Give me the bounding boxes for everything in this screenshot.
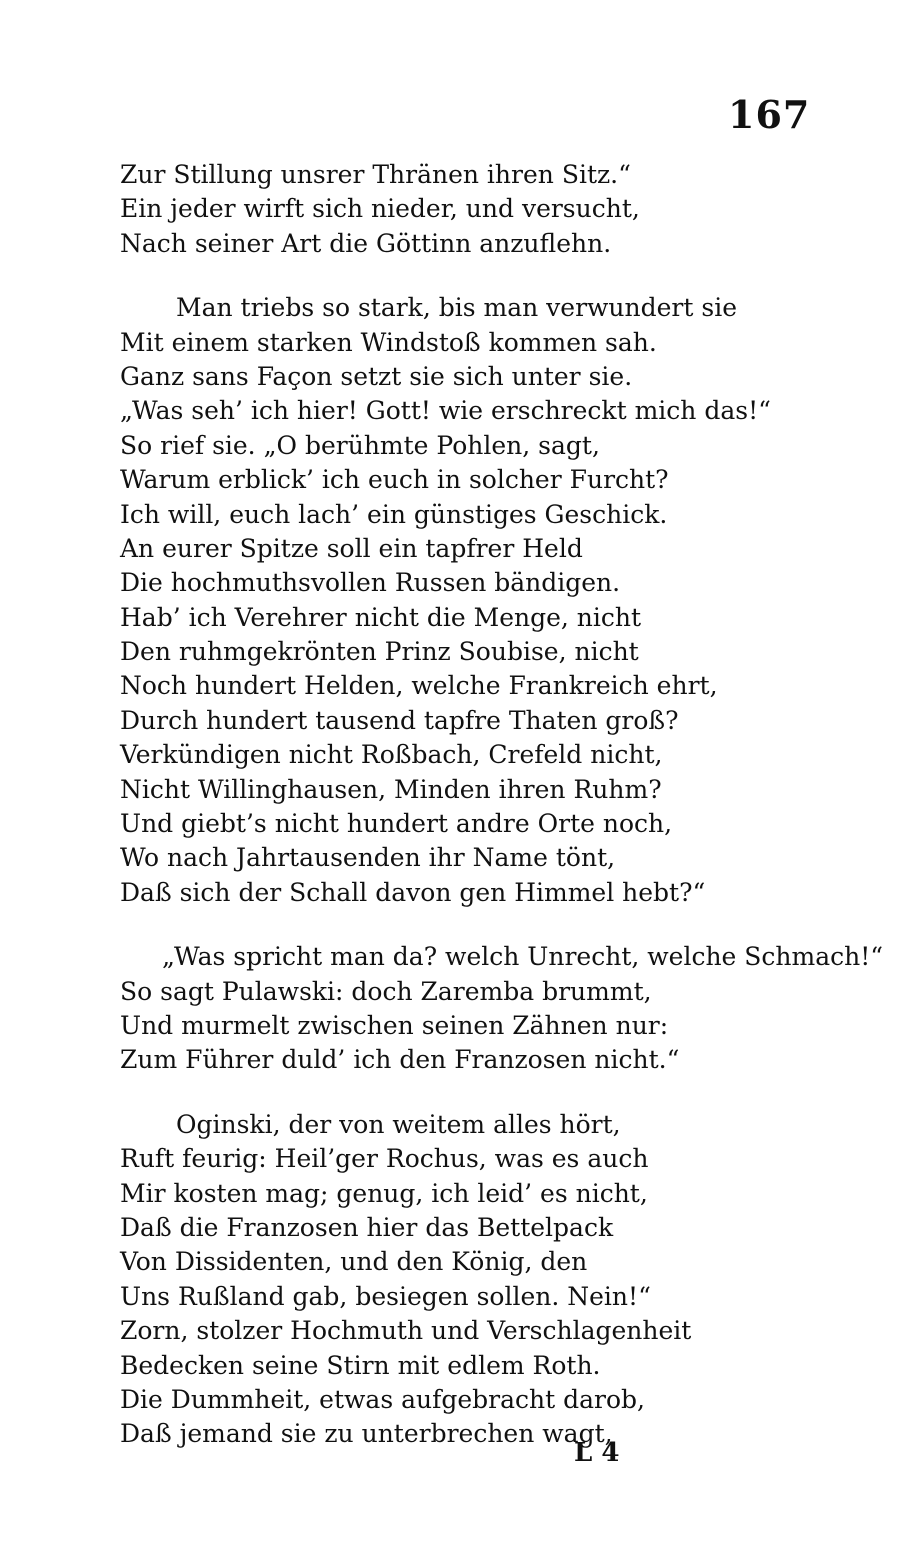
poem-line: Mir kosten mag; genug, ich leid’ es nicht, [120,1178,648,1208]
poem-line: Man triebs so stark, bis man verwundert sie [176,293,737,323]
poem-line: Und giebt’s nicht hundert andre Orte noch, [120,809,673,839]
poem-line: Daß jemand sie zu unterbrechen wagt, [120,1419,613,1449]
poem-line: Von Dissidenten, und den König, den [120,1247,588,1277]
poem-line: Zorn, stolzer Hochmuth und Verschlagenheit [120,1316,692,1346]
stanza-3 [120,940,884,1078]
poem-line: Ich will, euch lach’ ein günstiges Geschick. [120,499,668,529]
poem-line: So sagt Pulawski: doch Zaremba brummt, [120,976,652,1006]
poem-line: Durch hundert tausend tapfre Thaten groß? [120,705,679,735]
poem-line: Ganz sans Façon setzt sie sich unter sie. [120,361,633,391]
poem-line: Ein jeder wirft sich nieder, und versucht, [120,194,640,224]
poem-line: Die hochmuthsvollen Russen bändigen. [120,568,621,598]
poem-line: Uns Rußland gab, besiegen sollen. Nein!“ [120,1281,651,1311]
poem-line: Und murmelt zwischen seinen Zähnen nur: [120,1010,669,1040]
poem-line: So rief sie. „O berühmte Pohlen, sagt, [120,430,600,460]
poem-line: Daß sich der Schall davon gen Himmel hebt?“ [120,877,706,907]
stanza-2 [120,291,820,910]
poem-line: „Was seh’ ich hier! Gott! wie erschreckt mich das!“ [120,396,771,426]
poem-line: Warum erblick’ ich euch in solcher Furcht? [120,465,669,495]
poem-line: Den ruhmgekrönten Prinz Soubise, nicht [120,637,639,667]
poem-line: Bedecken seine Stirn mit edlem Roth. [120,1350,601,1380]
poem-line: Nach seiner Art die Göttinn anzuflehn. [120,228,612,258]
poem-text [120,158,884,1452]
stanza-4 [120,1108,820,1452]
poem-line: „Was spricht man da? welch Unrecht, welche Schmach!“ [162,942,884,972]
poem-line: Noch hundert Helden, welche Frankreich ehrt, [120,671,718,701]
poem-line: Hab’ ich Verehrer nicht die Menge, nicht [120,602,642,632]
poem-line: Zum Führer duld’ ich den Franzosen nicht.“ [120,1045,680,1075]
poem-line: Nicht Willinghausen, Minden ihren Ruhm? [120,774,662,804]
poem-line: Daß die Franzosen hier das Bettelpack [120,1212,614,1242]
poem-line: Wo nach Jahrtausenden ihr Name tönt, [120,843,616,873]
poem-line: Zur Stillung unsrer Thränen ihren Sitz.“ [120,160,631,189]
poem-line: Oginski, der von weitem alles hört, [176,1109,621,1139]
poem-line: Die Dummheit, etwas aufgebracht darob, [120,1384,645,1414]
stanza-1 [120,158,820,261]
poem-line: Mit einem starken Windstoß kommen sah. [120,327,657,357]
poem-line: Ruft feurig: Heil’ger Rochus, was es auch [120,1144,649,1174]
poem-line: Verkündigen nicht Roßbach, Crefeld nicht, [120,740,663,770]
poem-line: An eurer Spitze soll ein tapfrer Held [120,533,583,563]
page-number: 167 [728,92,811,137]
signature-mark: L 4 [574,1438,620,1468]
